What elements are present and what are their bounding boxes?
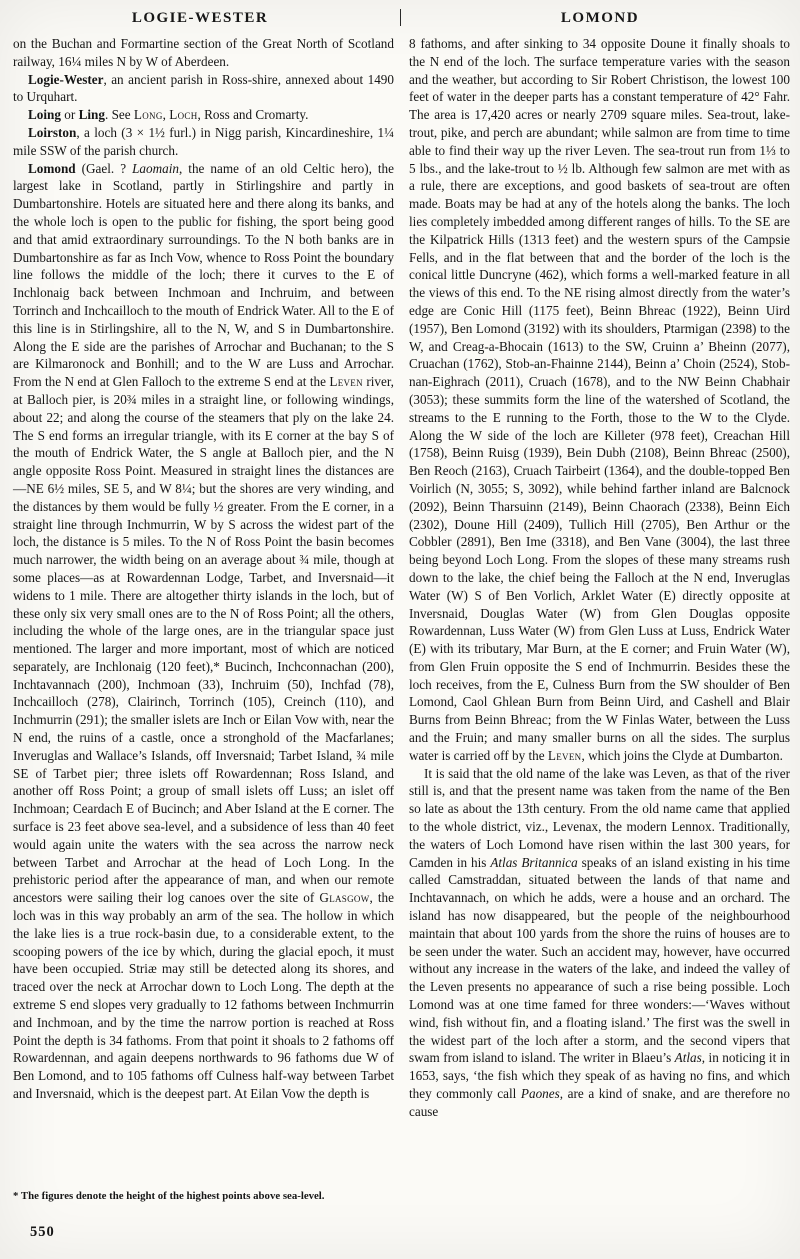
paragraph: Lomond (Gael. ? Laomain, the name of an old Celtic hero), the largest lake in Scotland, partly in Stirlingshire and partly in Dumbartonshire. Hotels are situated here and there along its banks, and the whole loch is open to the public for fishing, the sport being good and that amid extraordinary surroundings. To the N both banks are in Dumbartonshire as far as Inch Vow, whence to Ross Point the boundary line follows the middle of the loch; there it curves to the E of Inchlonaig back between Inchmoan and Inchruim, and between Torrinch and Inchcailloch to the mouth of Endrick Water. All to the E of this line is in Stirlingshire, all to the N, W, and S in Dumbartonshire. Along the E side are the parishes of Arrochar and Buchanan; to the S are Kilmaronock and Bonhill; and to the W are Luss and Arrochar. From the N end at Glen Falloch to the extreme S end at the Leven river, at Balloch pier, is 20¾ miles in a straight line, or following windings, about 22; and along the course of the steamers that ply on the lake 24. The S end forms an irregular triangle, with its E corner at the bay S of the mouth of Endrick Water, the S angle at Balloch pier, and the N angle opposite Ross Point. Measured in straight lines the distances are—NE 6½ miles, SE 5, and W 8¼; but the shores are very winding, and the distances by them would be fully ½ greater. From the E corner, in a straight line through Inchmurrin, W by S across the widest part of the loch, the distance is 5 miles. To the N of Ross Point the basin becomes much narrower, the width being on an average about ¾ mile, though at some places—as at Rowardennan Lodge, Tarbet, and Inversnaid—it widens to 1 mile. There are altogether thirty islands in the loch, but of these only six very small ones are to the N of Ross Point; all the others, including the whole of the large ones, are in the triangular space just mentioned. The larger and more important, most of which are noticed separately, are Inchlonaig (120 feet),* Bucinch, Inchconnachan (200), Inchtavannach (200), Inchmoan (33), Inchruim (50), Inchfad (78), Inchcailloch (278), Clairinch, Torrinch (105), Creinch (110), and Inchmurrin (291); the smaller islets are Inch or Eilan Vow with, near the N end, the ruins of a castle, once a stronghold of the Macfarlanes; Inveruglas and Wallace’s Islands, off Inversnaid; Tarbet Island, ¾ mile SE of Tarbet pier; three islets off Rowardennan; Ross Island, and another off Ross Point; a group of small islets off Luss; an islet off Inchmoan; Ceardach E of Bucinch; and Aber Island at the E corner. The surface is 23 feet above sea-level, and a subsidence of less than 40 feet would again unite the waters with the sea across the narrow neck between Tarbet and Arrochar at the head of Loch Long. In the prehistoric period after the appearance of man, and when our remote ancestors were sailing their log canoes over the site of Glasgow, the loch was in this way probably an arm of the sea. The hollow in which the lake lies is a true rock-basin due, to a considerable extent, to the scooping powers of the ice by which, during the glacial epoch, it must have been occupied. Striæ may still be detected along its shores, and traced over the neck at Arrochar down to Loch Long. The depth at the extreme S end slopes very gradually to 12 fathoms between Inchmurrin and Inchmoan, and by the time the narrow portion is reached at Ross Point the depth is 34 fathoms. From that point it shoals to 2 fathoms off Rowardennan, and again deepens northwards to 96 fathoms due W of Ben Lomond, and to 105 fathoms off Culness half-way between Tarbet and Inversnaid, which is the deepest part. At Eilan Vow the depth is — [13, 160, 394, 1102]
paragraph: on the Buchan and Formartine section of the Great North of Scotland railway, 16¼ miles N by W of Aberdeen. — [13, 36, 394, 69]
left-column-header: LOGIE-WESTER — [131, 10, 269, 26]
paragraph: It is said that the old name of the lake was Leven, as that of the river still is, and that the present name was taken from the name of the Ben so late as about the 13th century. From the old name came that applied to the whole district, viz., Levenax, the modern Lennox. Traditionally, the waters of Loch Lomond have risen within the last 300 years, for Camden in his Atlas Britannica speaks of an island existing in his time called Camstraddan, situated between the lands of that name and Inchtavannach, on which he adds, were a house and an orchard. The island has now disappeared, but the people of the neighbourhood maintain that about 100 yards from the shore the ruins of houses are to be seen under the water. Such an accident may, however, have occurred without any increase in the waters of the lake, and indeed the valley of the Leven presents no appearance of such a rise being possible. Loch Lomond was at one time famed for three wonders:—‘Waves without wind, fish without fin, and a floating island.’ The first was the swell in the widest part of the loch after a storm, and the second vipers that swam from island to island. The writer in Blaeu’s Atlas, in noticing it in 1653, says, ‘the fish which they speak of as having no fins, and which they commonly call Paones, are a kind of snake, and are therefore no cause — [409, 765, 790, 1119]
page-header — [0, 0, 800, 27]
footnote: * The figures denote the height of the highest points above sea-level. — [13, 1190, 325, 1202]
page-number: 550 — [30, 1224, 55, 1240]
header-column-divider — [400, 9, 401, 26]
left-text-column — [13, 35, 394, 1121]
paragraph: 8 fathoms, and after sinking to 34 opposite Doune it finally shoals to the N end of the loch. The surface temperature varies with the season and the weather, but according to Sir Robert Christison, the lowest 100 feet of water in the deeper parts has a constant temperature of 42° Fahr. The area is 17,420 acres or nearly 2709 square miles. Sea-trout, lake-trout, pike, and perch are abundant; while salmon are from time to time able to find their way up the river Leven. The sea-trout run from 1⅓ to 5 lbs., and the lake-trout to ½ lb. Although few salmon are met with as a rule, there are exceptions, and good baskets of sea-trout are often made. Boats may be had at any of the hotels along the banks. The loch lies completely imbedded among different ranges of hills. To the SE are the Kilpatrick Hills (1313 feet) and the western spurs of the Campsie Fells, and in the flat between that and the border of the loch is the conical little Duncryne (462), which forms a well-marked feature in all the views of this end. To the NE rising almost directly from the water’s edge are Conic Hill (1175 feet), Beinn Bhreac (1922), Beinn Uird (1957), Ben Lomond (3192) with its shoulders, Ptarmigan (2398) to the W, and Creag-a-Bhocain (1613) to the SW, Cruinn a’ Bheinn (2077), Cruachan (1762), Stob-an-Fhainne 2144), Beinn a’ Choin (2524), Stob-nan-Eighrach (2011), Cruach (1678), and to the NW Beinn Chabhair (3053); these summits form the line of the watershed of Scotland, the streams to the E running to the Forth, those to the W to the Clyde. Along the W side of the loch are Killeter (978 feet), Creachan Hill (1758), Beinn Ruisg (1939), Bein Dubh (2108), Beinn Bhreac (2500), Ben Reoch (2163), Cruach Tairbeirt (1364), and the double-topped Ben Voirlich (N, 3055; S, 3092), while behind farther inland are Balcnock (2092), Beinn Tharsuinn (2149), Beinn Chaorach (2338), Beinn Eich (2302), Doune Hill (2409), Tullich Hill (2705), Ben Arthur or the Cobbler (2891), Ben Ime (3318), and Ben Vane (3004), the last three being beyond Loch Long. From the slopes of these many streams rush down to the lake, the chief being the Falloch at the N end, Inveruglas Water (W) S of Ben Vorlich, Arklet Water (E) directly opposite at Inversnaid, Douglas Water (W) from Glen Douglas opposite Rowardennan, Luss Water (W) from Glen Luss at Luss, Endrick Water (E) with its tributary, Mar Burn, at the E corner; and Fruin Water (W), from Glen Fruin opposite the S end of Inchmurrin. Besides these the loch receives, from the E, Culness Burn from the SW shoulder of Ben Lomond, Caol Ghlean Burn from Beinn Uird, and Cashell and Blair Burns from Beinn Bhreac; from the W Finlas Water, between the Luss and the Fruin; and many smaller burns on all the sides. The surplus water is carried off by the Leven, which joins the Clyde at Dumbarton. — [409, 36, 790, 763]
right-column-header: LOMOND — [560, 10, 640, 26]
paragraph: Loirston, a loch (3 × 1½ furl.) in Nigg parish, Kincardineshire, 1¼ mile SSW of the parish church. — [13, 124, 394, 158]
paragraph: Logie-Wester, an ancient parish in Ross-shire, annexed about 1490 to Urquhart. — [13, 71, 394, 105]
text-columns — [0, 27, 800, 1121]
right-text-column — [409, 35, 790, 1121]
paragraph: Loing or Ling. See Long, Loch, Ross and Cromarty. — [28, 107, 309, 123]
